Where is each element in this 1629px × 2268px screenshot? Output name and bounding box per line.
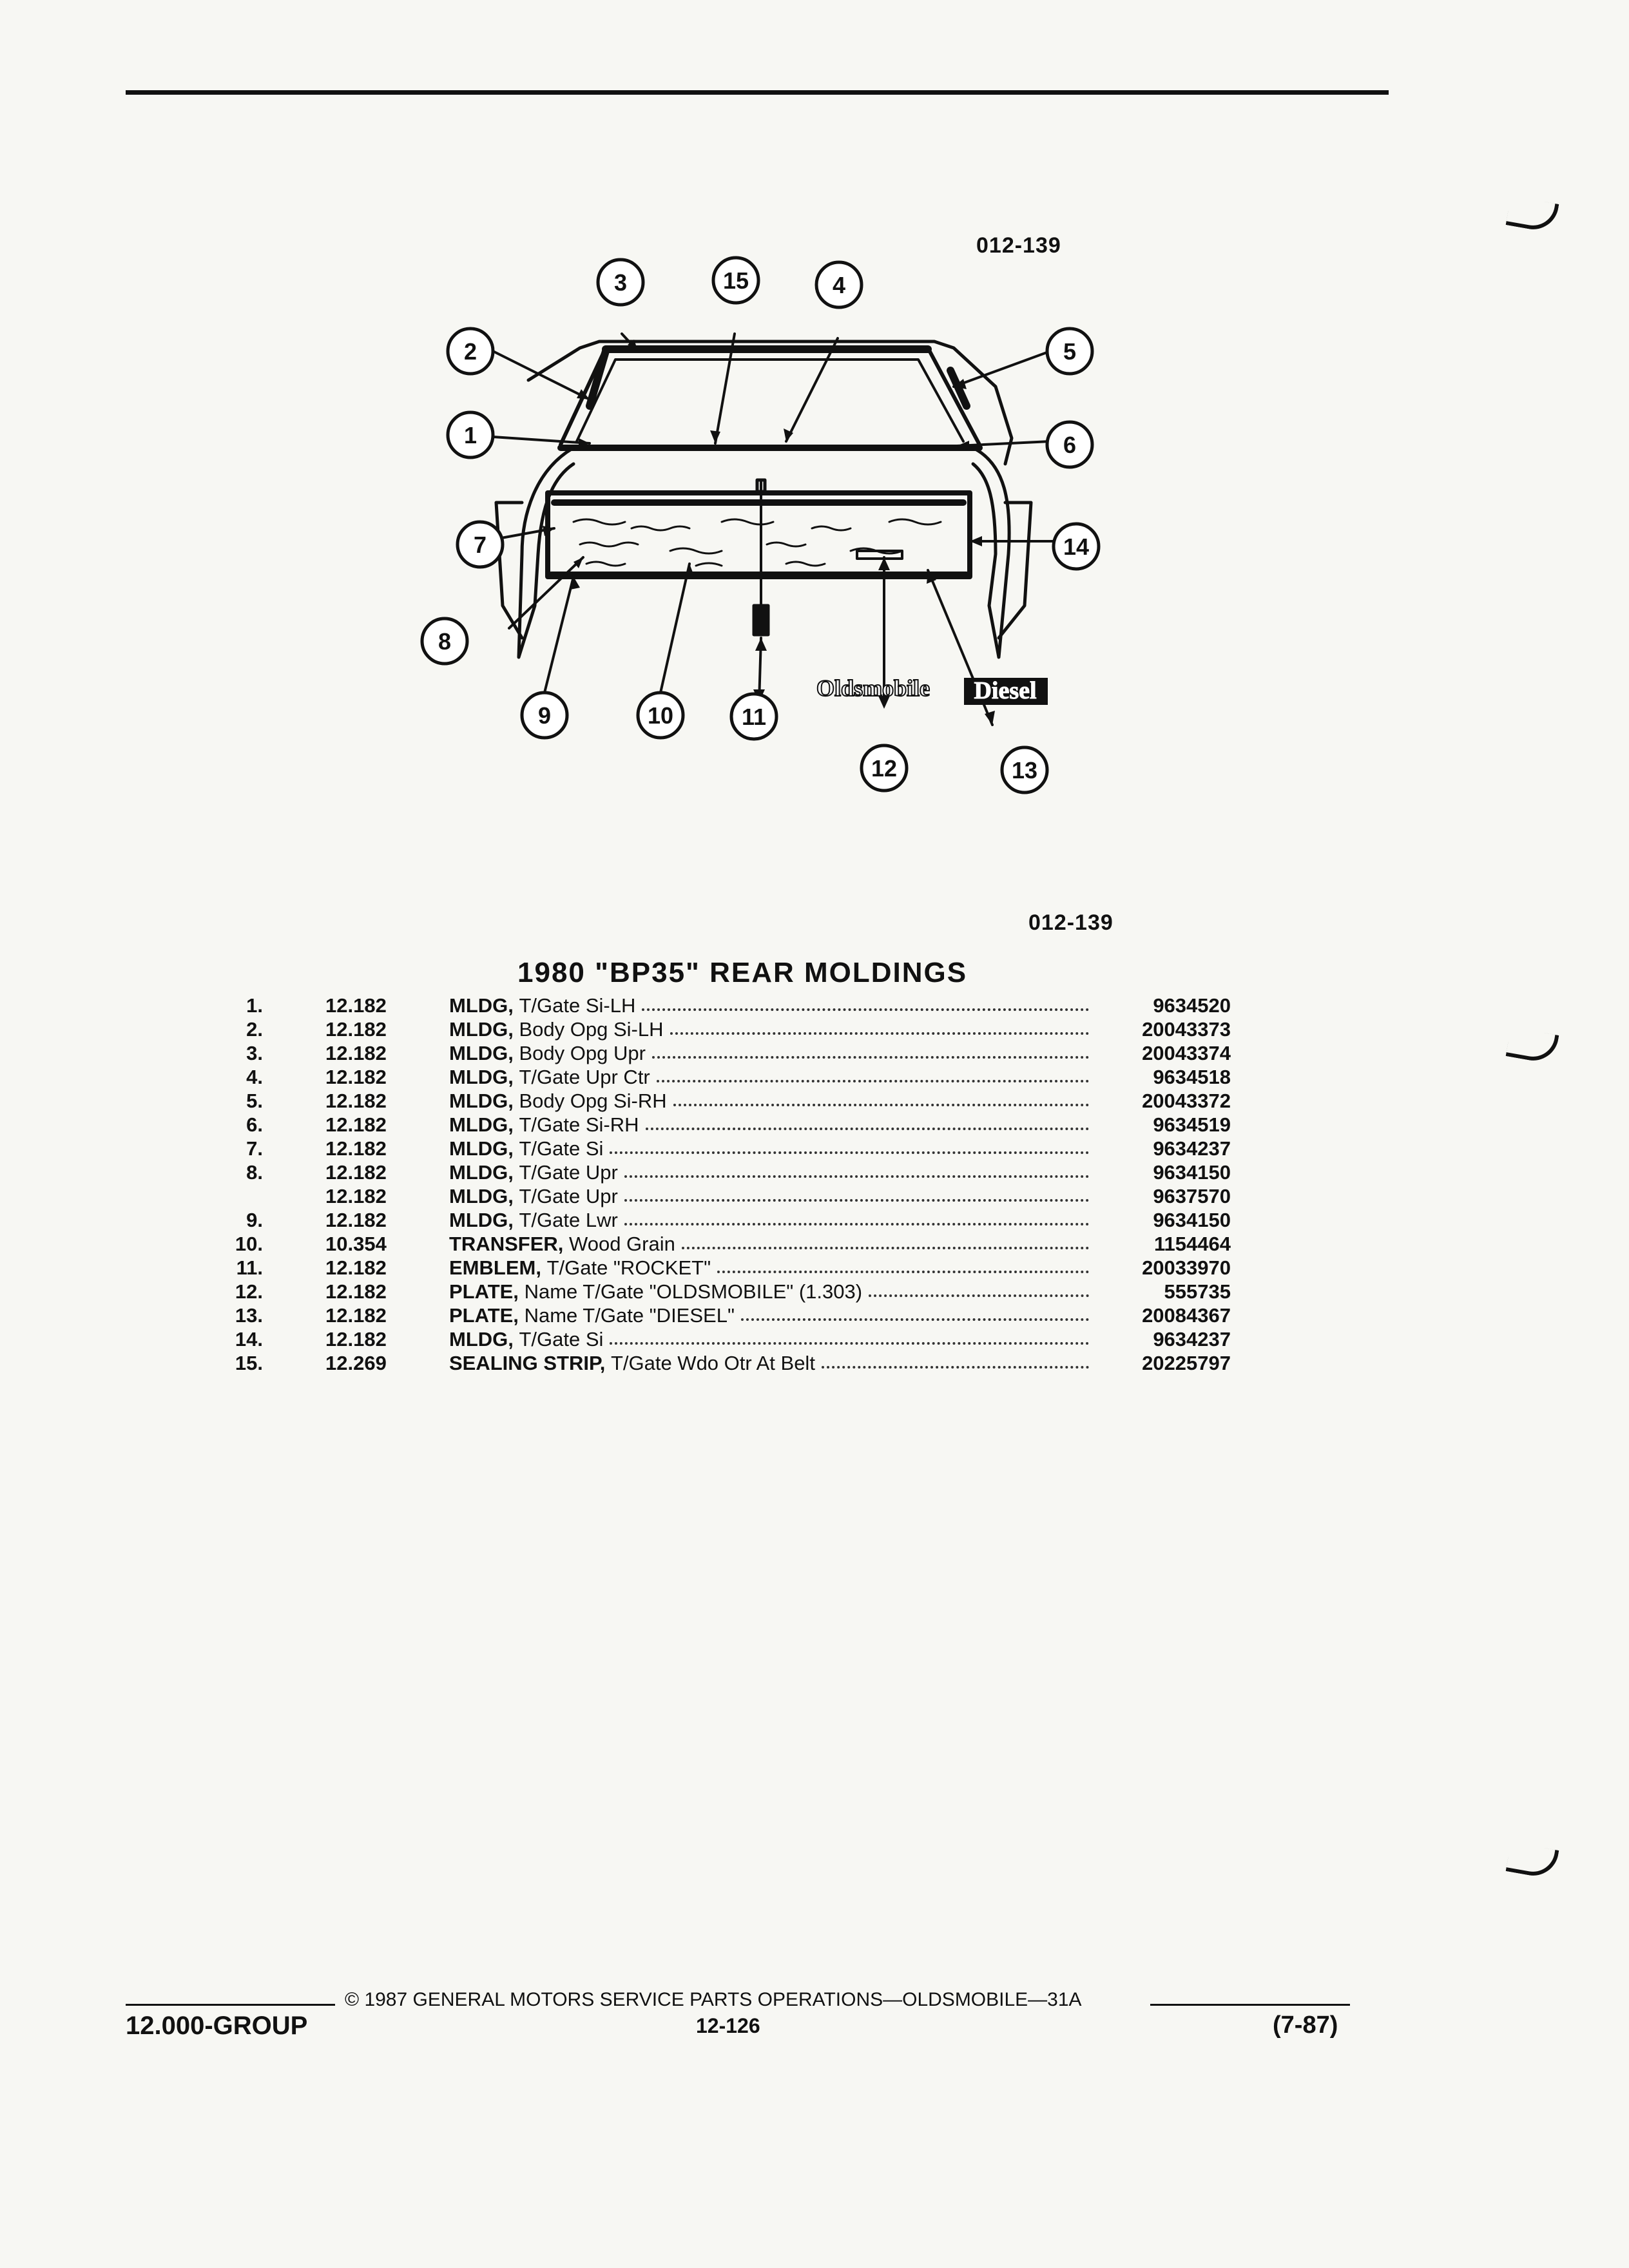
parts-row: 12.182 MLDG, T/Gate Upr 9637570 [325, 1185, 1231, 1207]
leader-5 [954, 351, 1050, 387]
parts-row: 4. 12.182 MLDG, T/Gate Upr Ctr 9634518 [246, 1066, 1231, 1088]
svg-text:9: 9 [537, 702, 552, 729]
callout-11 [731, 694, 776, 739]
leader-10 [660, 564, 689, 693]
footer-rule-right [1150, 2004, 1350, 2006]
leader-6 [957, 441, 1050, 446]
svg-text:11: 11 [741, 704, 767, 730]
rocket-emblem [754, 606, 768, 635]
parts-row: 6. 12.182 MLDG, T/Gate Si-RH 9634519 [246, 1113, 1231, 1136]
callout-12 [862, 745, 907, 791]
svg-text:13: 13 [1011, 757, 1038, 783]
callout-15 [713, 258, 758, 303]
callout-2 [448, 329, 493, 374]
leader-2 [493, 351, 590, 399]
parts-row: 10. 10.354 TRANSFER, Wood Grain 1154464 [235, 1233, 1231, 1255]
svg-text:10: 10 [647, 702, 674, 729]
svg-text:1: 1 [463, 422, 477, 448]
svg-text:12: 12 [871, 755, 898, 782]
footer-page-number: 12-126 [696, 2014, 760, 2037]
leader-9 [545, 577, 574, 693]
diesel-emblem: Diesel [974, 677, 1037, 704]
svg-text:4: 4 [832, 272, 846, 298]
margin-mark [1506, 1842, 1559, 1879]
callout-3 [598, 260, 643, 305]
margin-mark [1506, 196, 1559, 233]
window-inner [577, 360, 963, 441]
svg-text:3: 3 [613, 269, 628, 296]
figure-id-top: 012-139 [976, 233, 1061, 258]
parts-list [219, 994, 1231, 1376]
callout-9 [522, 693, 567, 738]
nameplate-small [857, 551, 902, 559]
top-rule [126, 90, 1389, 95]
parts-row: 7. 12.182 MLDG, T/Gate Si 9634237 [246, 1137, 1231, 1160]
leader-4 [786, 338, 838, 441]
svg-text:7: 7 [473, 532, 487, 558]
svg-text:5: 5 [1063, 338, 1077, 365]
parts-row: 5. 12.182 MLDG, Body Opg Si-RH 20043372 [246, 1090, 1231, 1112]
parts-row: 13. 12.182 PLATE, Name T/Gate "DIESEL" 20084367 [235, 1304, 1231, 1327]
callout-13 [1002, 747, 1047, 793]
svg-text:15: 15 [722, 267, 749, 294]
footer-group: 12.000-GROUP [126, 2012, 308, 2040]
parts-row: 2. 12.182 MLDG, Body Opg Si-LH 20043373 [246, 1018, 1231, 1041]
margin-mark [1506, 1027, 1559, 1064]
callout-10 [638, 693, 683, 738]
figure-id-bottom: 012-139 [1028, 910, 1113, 935]
parts-row: 12. 12.182 PLATE, Name T/Gate "OLDSMOBILE" (1.303) 555735 [235, 1280, 1231, 1303]
window-outer [561, 348, 979, 445]
left-lamp [496, 503, 522, 638]
callout-4 [816, 262, 862, 307]
parts-row: 14. 12.182 MLDG, T/Gate Si 9634237 [235, 1328, 1231, 1350]
svg-text:8: 8 [438, 628, 452, 655]
parts-row: 8. 12.182 MLDG, T/Gate Upr 9634150 [246, 1161, 1231, 1184]
callout-7 [458, 522, 503, 567]
svg-text:2: 2 [463, 338, 477, 365]
page-title: 1980 "BP35" REAR MOLDINGS [517, 957, 968, 988]
callout-14 [1054, 524, 1099, 569]
parts-row: 15. 12.269 SEALING STRIP, T/Gate Wdo Otr At Belt 20225797 [235, 1352, 1231, 1374]
footer-rule-left [126, 2004, 335, 2006]
rear-moldings-diagram [361, 193, 1134, 838]
parts-row: 1. 12.182 MLDG, T/Gate Si-LH 9634520 [246, 994, 1231, 1017]
footer-copyright: © 1987 GENERAL MOTORS SERVICE PARTS OPERATIONS—OLDSMOBILE—31A [345, 1989, 1082, 2010]
right-quarter [973, 448, 1009, 657]
parts-row: 3. 12.182 MLDG, Body Opg Upr 20043374 [246, 1042, 1231, 1064]
svg-text:6: 6 [1063, 432, 1077, 458]
leader-1 [493, 437, 590, 443]
parts-row: 9. 12.182 MLDG, T/Gate Lwr 9634150 [246, 1209, 1231, 1231]
oldsmobile-emblem: Oldsmobile [816, 675, 930, 701]
callout-5 [1047, 329, 1092, 374]
callout-8 [422, 619, 467, 664]
footer-date: (7-87) [1273, 2012, 1338, 2039]
parts-row: 11. 12.182 EMBLEM, T/Gate "ROCKET" 20033970 [236, 1256, 1231, 1279]
callout-6 [1047, 422, 1092, 467]
callout-1 [448, 412, 493, 457]
svg-text:14: 14 [1063, 533, 1090, 560]
